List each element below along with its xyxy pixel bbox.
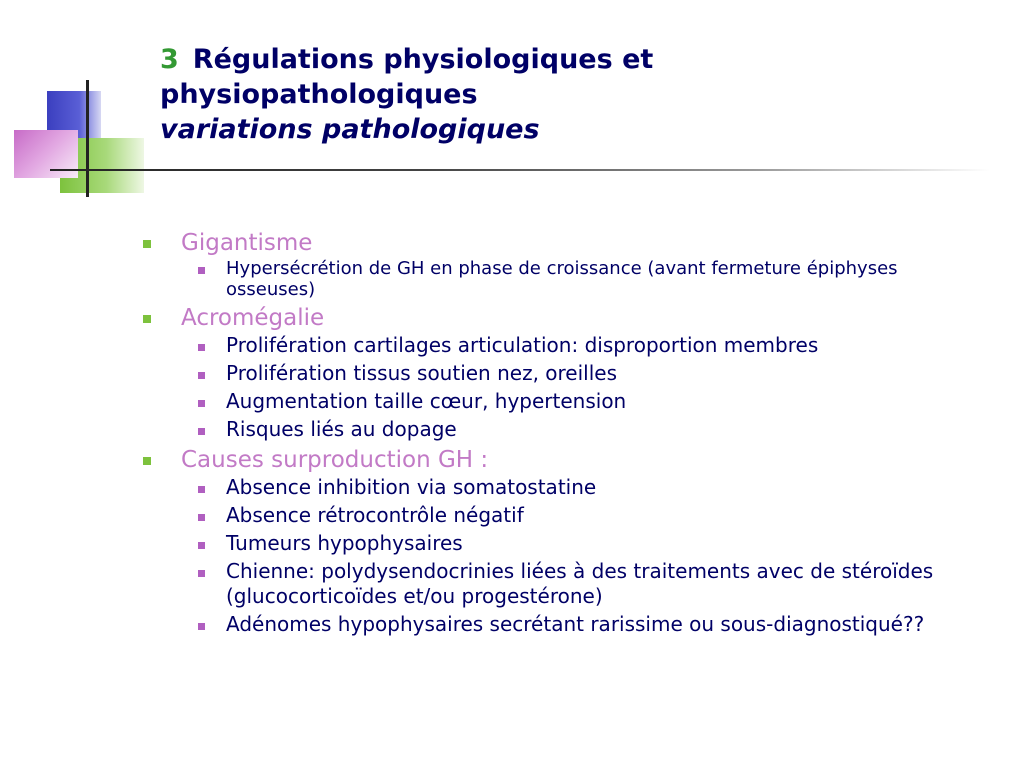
bullet-square-icon — [198, 428, 205, 435]
list-item — [181, 361, 980, 386]
list-item-text: Absence inhibition via somatostatine — [226, 475, 597, 499]
slide-title — [160, 42, 960, 147]
list-item — [181, 389, 980, 414]
bullet-square-icon — [198, 623, 205, 630]
title-line-2: physiopathologiques — [160, 79, 478, 110]
decor-vertical-line — [86, 80, 89, 197]
section-list — [140, 228, 980, 637]
title-line-1: Régulations physiologiques et — [192, 44, 654, 75]
list-item — [181, 417, 980, 442]
list-item — [181, 503, 980, 528]
section-heading: Gigantisme — [181, 230, 313, 256]
list-item-text: Adénomes hypophysaires secrétant rarissime ou sous-diagnostiqué?? — [226, 612, 925, 636]
list-item — [181, 531, 980, 556]
list-item — [181, 559, 980, 609]
list-item-text: Augmentation taille cœur, hypertension — [226, 389, 627, 413]
list-item-text: Prolifération cartilages articulation: disproportion membres — [226, 333, 819, 357]
list-item — [181, 333, 980, 358]
title-subtitle: variations pathologiques — [160, 114, 540, 145]
bullet-square-icon — [143, 240, 151, 248]
list-item-text: Risques liés au dopage — [226, 417, 457, 441]
list-item — [181, 475, 980, 500]
bullet-square-icon — [198, 400, 205, 407]
list-item-text: Tumeurs hypophysaires — [226, 531, 463, 555]
bullet-square-icon — [198, 344, 205, 351]
bullet-square-icon — [198, 267, 205, 274]
bullet-content — [140, 228, 980, 640]
bullet-square-icon — [198, 514, 205, 521]
section-causes — [140, 445, 980, 637]
list-item-text: Absence rétrocontrôle négatif — [226, 503, 524, 527]
section-gigantisme — [140, 228, 980, 300]
bullet-square-icon — [143, 457, 151, 465]
bullet-square-icon — [198, 570, 205, 577]
bullet-square-icon — [198, 486, 205, 493]
title-underline — [50, 169, 990, 171]
title-number: 3 — [160, 44, 179, 75]
section-acromegalie — [140, 303, 980, 442]
bullet-square-icon — [198, 372, 205, 379]
bullet-square-icon — [198, 542, 205, 549]
list-item-text: Chienne: polydysendocrinies liées à des traitements avec de stéroïdes (glucocorticoïdes et/ou progestérone) — [226, 559, 934, 608]
list-item — [181, 612, 980, 637]
section-heading: Acromégalie — [181, 305, 325, 331]
section-heading: Causes surproduction GH : — [181, 447, 489, 473]
list-item-text: Prolifération tissus soutien nez, oreilles — [226, 361, 618, 385]
bullet-square-icon — [143, 315, 151, 323]
list-item — [181, 258, 980, 300]
list-item-text: Hypersécrétion de GH en phase de croissance (avant fermeture épiphyses osseuses) — [226, 258, 898, 300]
